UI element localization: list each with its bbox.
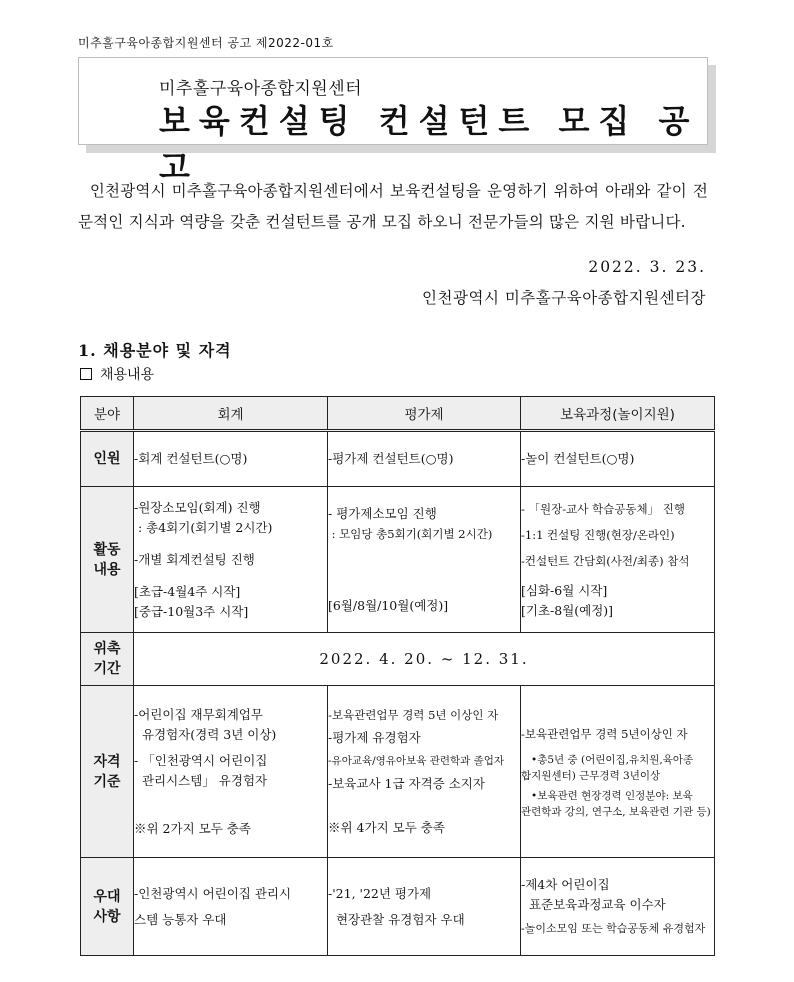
row-label-line: 우대 [93, 888, 121, 905]
cell-line: - 「원장-교사 학습공동체」 진행 [521, 501, 685, 516]
cell-line: [중급-10월3주 시작] [134, 603, 249, 619]
cell-line: [6월/8월/10월(예정)] [328, 597, 449, 613]
row-label-line: 위촉 [93, 641, 121, 657]
cell-line: -평가제 유경험자 [328, 730, 421, 745]
cell-line: ※위 2가지 모두 충족 [134, 820, 251, 836]
document-number: 미추홀구육아종합지원센터 공고 제2022-01호 [78, 36, 334, 50]
table-row-activity [81, 487, 715, 633]
announcement-date: 2022. 3. 23. [588, 258, 706, 276]
table-row-period [81, 633, 715, 686]
section-subtitle-text: 채용내용 [100, 367, 155, 383]
cell-line: 표준보육과정교육 이수자 [521, 896, 666, 912]
cell-line: -개별 회계컨설팅 진행 [134, 551, 255, 567]
cell-line: 관련학과 강의, 연구소, 보육관련 기관 등) [521, 805, 711, 818]
cell-line: -원장소모임(회계) 진행 [134, 499, 261, 515]
cell-period-value: 2022. 4. 20. ~ 12. 31. [134, 633, 715, 686]
cell-line: : 모임당 총5회기(회기별 2시간) [328, 526, 493, 541]
title-subtitle: 미추홀구육아종합지원센터 [159, 79, 363, 99]
cell-line: -놀이소모임 또는 학습공동체 유경험자 [521, 921, 706, 935]
section-title: 1. 채용분야 및 자격 [78, 341, 232, 360]
cell-line: -인천광역시 어린이집 관리시 [134, 885, 292, 901]
recruit-table [80, 396, 715, 956]
table-row-qualification [81, 686, 715, 858]
intro-text: 인천광역시 미추홀구육아종합지원센터에서 보육컨설팅을 운영하기 위하여 아래와 같이 전문적인 지식과 역량을 갖춘 컨설턴트를 공개 모집 하오니 전문가들의 많은 지원 바랍니다. [78, 182, 708, 231]
row-label-activity [81, 487, 134, 633]
cell-line: ※위 4가지 모두 충족 [328, 820, 445, 835]
cell-preference-curriculum [521, 858, 715, 956]
cell-line: 스템 능통자 우대 [134, 911, 227, 927]
cell-line: - 평가제소모임 진행 [328, 505, 437, 521]
cell-line: 유경험자(경력 3년 이상) [134, 726, 277, 742]
cell-personnel-evaluation [328, 431, 521, 487]
cell-activity-curriculum [521, 487, 715, 633]
cell-line: -놀이 컨설턴트(○명) [521, 451, 635, 466]
cell-line: -회계 컨설턴트(○명) [134, 451, 248, 466]
row-label-line: 기간 [93, 661, 121, 677]
cell-line: : 총4회기(회기별 2시간) [134, 519, 273, 535]
intro-paragraph [78, 176, 708, 238]
cell-line: [초급-4월4주 시작] [134, 583, 241, 599]
cell-line: •보육관련 현장경력 인정분야: 보육 [521, 789, 693, 802]
cell-line: - 「인천광역시 어린이집 [134, 752, 268, 768]
cell-line: -제4차 어린이집 [521, 876, 610, 892]
cell-activity-evaluation [328, 487, 521, 633]
cell-line: 현장관찰 유경험자 우대 [328, 911, 465, 927]
cell-line: -평가제 컨설턴트(○명) [328, 451, 454, 466]
row-label-line: 활동 [93, 541, 121, 558]
row-label-preference [81, 858, 134, 956]
cell-line: -유아교육/영유아보육 관련학과 졸업자 [328, 755, 505, 767]
row-label-personnel: 인원 [81, 431, 134, 487]
row-label-line: 기준 [93, 773, 121, 790]
title-box [78, 57, 708, 186]
cell-line: [심화-6월 시작] [521, 582, 608, 598]
cell-line: -보육관련업무 경력 5년이상인 자 [521, 726, 688, 741]
cell-preference-evaluation [328, 858, 521, 956]
cell-personnel-accounting [134, 431, 328, 487]
cell-qualification-curriculum [521, 686, 715, 858]
cell-qualification-evaluation [328, 686, 521, 858]
cell-preference-accounting [134, 858, 328, 956]
cell-line: [기초-8월(예정)] [521, 602, 614, 618]
cell-line: -보육교사 1급 자격증 소지자 [328, 776, 485, 791]
row-label-line: 내용 [93, 561, 121, 578]
header-evaluation: 평가제 [328, 397, 521, 431]
table-row-personnel [81, 431, 715, 487]
row-label-period [81, 633, 134, 686]
cell-activity-accounting [134, 487, 328, 633]
cell-line: 관리시스템」 유경험자 [134, 772, 268, 788]
section-subtitle [80, 364, 154, 384]
checkbox-square-icon [80, 368, 92, 380]
row-label-line: 사항 [93, 908, 121, 925]
row-label-qualification [81, 686, 134, 858]
cell-line: -컨설턴트 간담회(사전/최종) 참석 [521, 553, 690, 568]
cell-qualification-accounting [134, 686, 328, 858]
table-header-row [81, 397, 715, 431]
row-label-line: 자격 [93, 753, 121, 770]
cell-line: 합지원센터) 근무경력 3년이상 [521, 769, 661, 782]
signer: 인천광역시 미추홀구육아종합지원센터장 [422, 289, 706, 307]
header-curriculum: 보육과정(놀이지원) [521, 397, 715, 431]
table-row-preference [81, 858, 715, 956]
cell-line: -'21, '22년 평가제 [328, 885, 432, 901]
header-field: 분야 [81, 397, 134, 431]
cell-personnel-curriculum [521, 431, 715, 487]
cell-line: -어린이집 재무회계업무 [134, 706, 263, 722]
cell-line: -1:1 컨설팅 진행(현장/온라인) [521, 527, 675, 542]
cell-line: •총5년 중 (어린이집,유치원,육아종 [521, 753, 694, 766]
header-accounting: 회계 [134, 397, 328, 431]
page-title: 보육컨설팅 컨설턴트 모집 공고 [159, 102, 699, 186]
cell-line: -보육관련업무 경력 5년 이상인 자 [328, 708, 499, 722]
